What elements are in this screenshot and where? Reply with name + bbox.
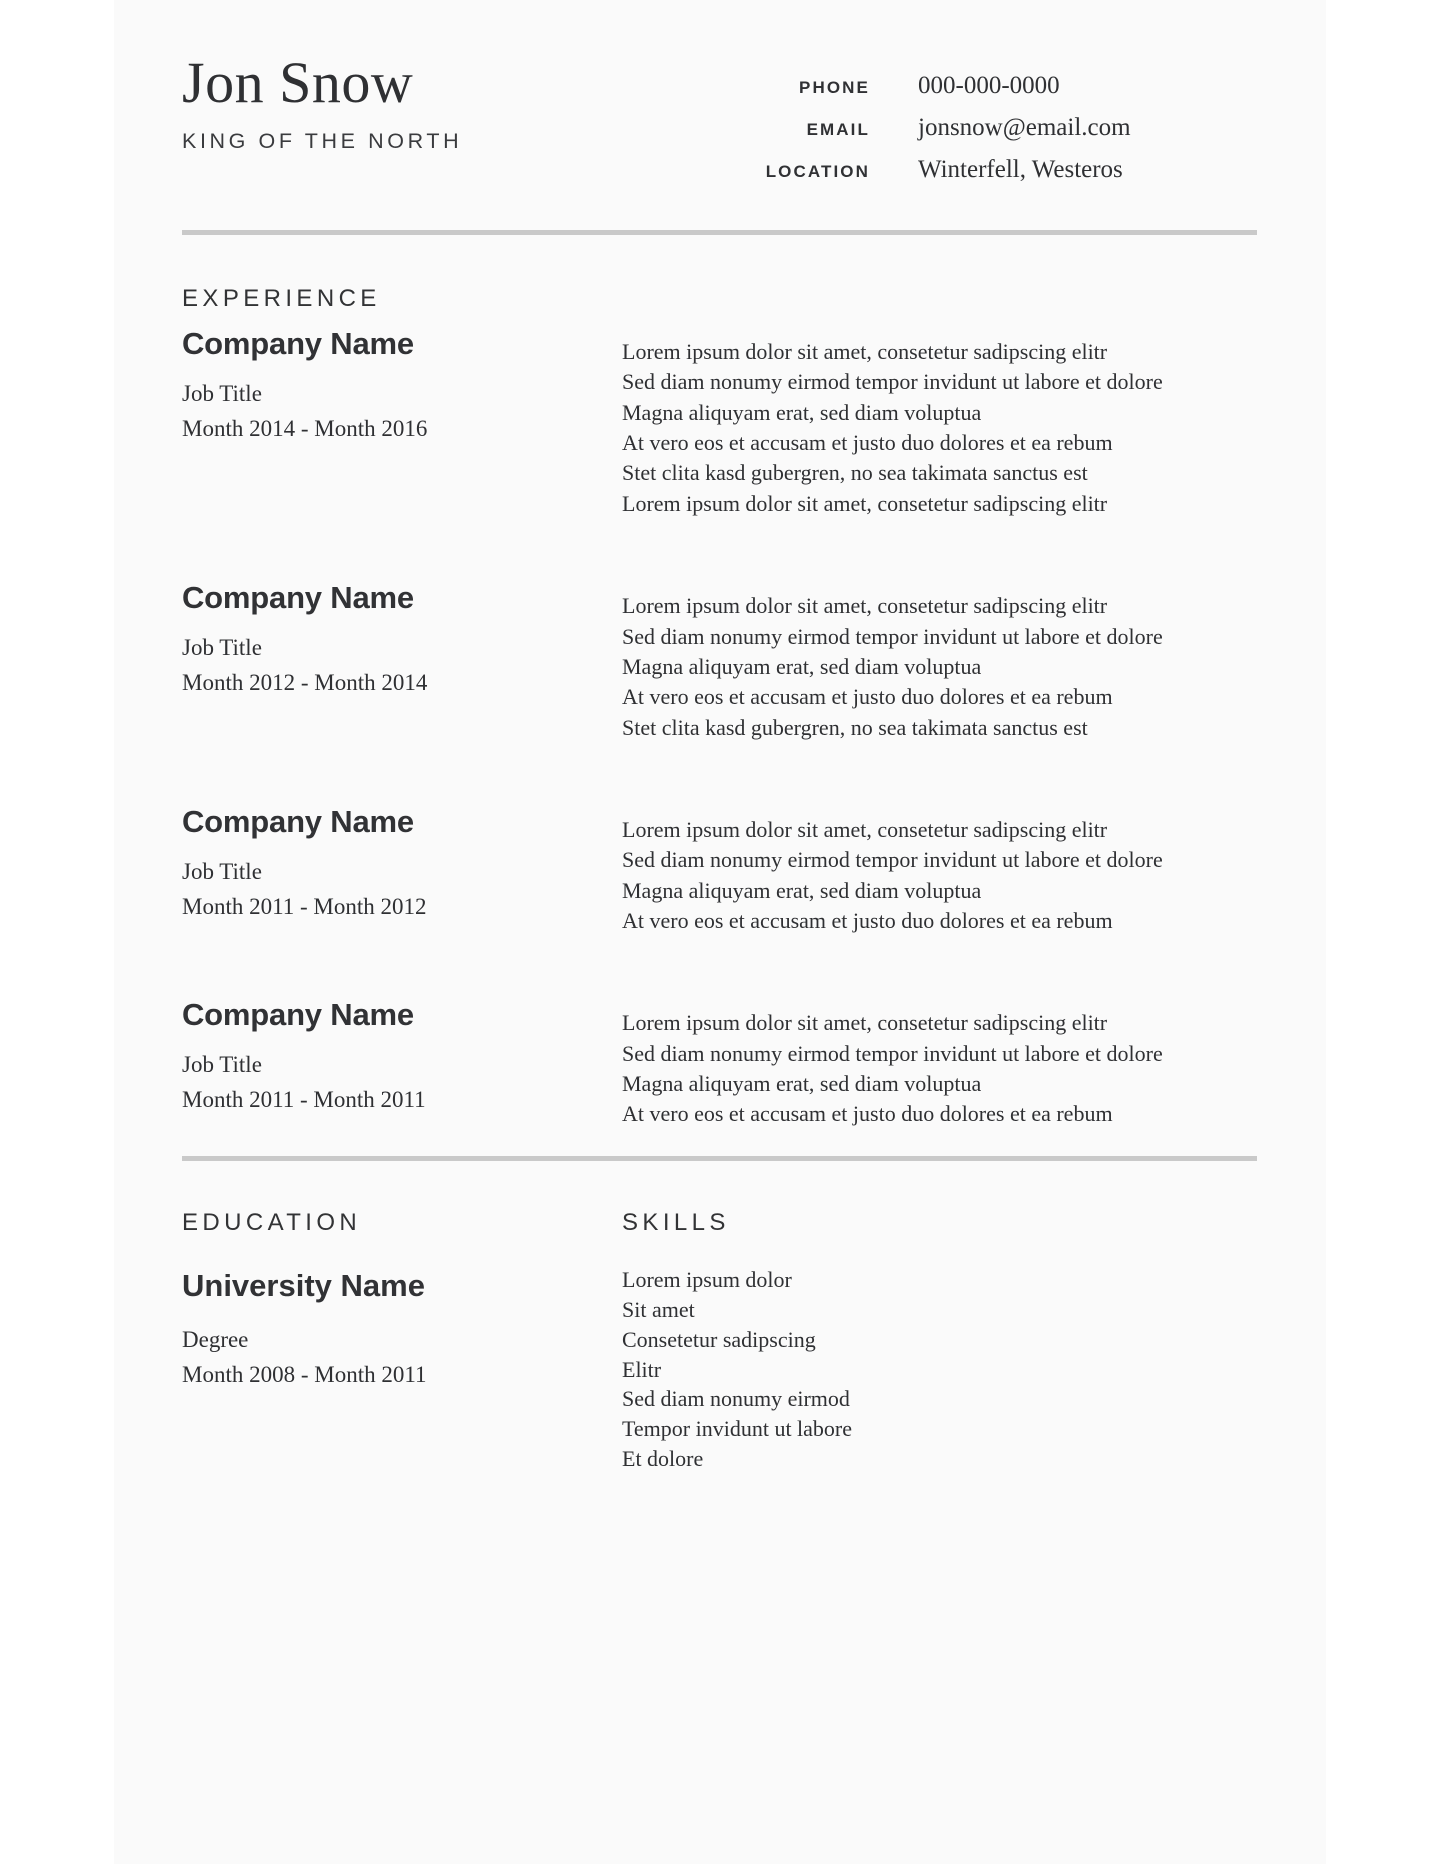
description-line: Magna aliquyam erat, sed diam voluptua	[622, 877, 982, 903]
experience-entry-left	[182, 327, 622, 447]
description-line: At vero eos et accusam et justo duo dolores et ea rebum	[622, 684, 1113, 710]
candidate-tagline: KING OF THE NORTH	[182, 128, 463, 153]
experience-description	[622, 581, 1257, 743]
bottom-sections	[182, 1209, 1257, 1474]
job-dates: Month 2014 - Month 2016	[182, 416, 428, 442]
experience-meta	[182, 631, 622, 701]
skills-list	[622, 1265, 1257, 1474]
description-line: At vero eos et accusam et justo duo dolores et ea rebum	[622, 1101, 1113, 1127]
experience-meta	[182, 855, 622, 925]
description-line: Lorem ipsum dolor sit amet, consetetur sadipscing elitr	[622, 816, 1108, 842]
company-name: Company Name	[182, 326, 414, 361]
education-dates: Month 2008 - Month 2011	[182, 1361, 427, 1387]
description-line: Stet clita kasd gubergren, no sea takimata sanctus est	[622, 714, 1088, 740]
contact-label-phone: PHONE	[799, 78, 870, 97]
description-line: Lorem ipsum dolor sit amet, consetetur sadipscing elitr	[622, 1010, 1108, 1036]
experience-meta	[182, 377, 622, 447]
experience-section-title: EXPERIENCE	[182, 285, 381, 312]
experience-entry	[182, 327, 1257, 519]
skills-section-title: SKILLS	[622, 1208, 730, 1236]
experience-description	[622, 805, 1257, 936]
job-dates: Month 2012 - Month 2014	[182, 670, 428, 696]
company-name: Company Name	[182, 803, 414, 839]
contact-row-email	[742, 114, 1131, 142]
description-line: Lorem ipsum dolor sit amet, consetetur sadipscing elitr	[622, 339, 1108, 364]
skill-item: Sit amet	[622, 1296, 695, 1322]
description-line: Stet clita kasd gubergren, no sea takimata sanctus est	[622, 460, 1088, 486]
description-line: Sed diam nonumy eirmod tempor invidunt ut labore et dolore	[622, 369, 1163, 395]
job-title: Job Title	[182, 1052, 262, 1078]
job-title: Job Title	[182, 635, 262, 661]
description-line: Lorem ipsum dolor sit amet, consetetur sadipscing elitr	[622, 593, 1108, 619]
job-title: Job Title	[182, 859, 262, 885]
education-meta	[182, 1323, 622, 1393]
experience-description	[622, 327, 1257, 519]
description-line: Magna aliquyam erat, sed diam voluptua	[622, 1071, 982, 1097]
contact-row-location	[742, 156, 1131, 184]
skill-item: Consetetur sadipscing	[622, 1326, 816, 1352]
skills-section	[622, 1209, 1257, 1474]
experience-entry-left	[182, 581, 622, 701]
contact-label-email: EMAIL	[806, 120, 870, 139]
experience-entry-left	[182, 805, 622, 925]
company-name: Company Name	[182, 997, 414, 1033]
experience-entry	[182, 805, 1257, 936]
header-divider	[182, 230, 1257, 235]
contact-row-phone	[742, 72, 1131, 100]
description-line: Magna aliquyam erat, sed diam voluptua	[622, 399, 982, 425]
skill-item: Et dolore	[622, 1446, 704, 1472]
description-line: Sed diam nonumy eirmod tempor invidunt ut labore et dolore	[622, 847, 1163, 873]
description-line: Sed diam nonumy eirmod tempor invidunt ut labore et dolore	[622, 623, 1163, 649]
resume-header	[182, 0, 1257, 184]
contact-label-location: LOCATION	[765, 162, 870, 181]
experience-entry	[182, 581, 1257, 743]
description-line: At vero eos et accusam et justo duo dolores et ea rebum	[622, 908, 1113, 934]
contact-value-phone: 000-000-0000	[918, 72, 1060, 99]
identity-block	[182, 52, 742, 154]
company-name: Company Name	[182, 580, 414, 616]
skill-item: Lorem ipsum dolor	[622, 1266, 792, 1292]
job-title: Job Title	[182, 381, 262, 407]
contact-block	[742, 72, 1131, 184]
section-divider	[182, 1156, 1257, 1161]
skill-item: Tempor invidunt ut labore	[622, 1416, 853, 1442]
experience-section	[182, 285, 1257, 1130]
contact-value-email: jonsnow@email.com	[918, 114, 1131, 141]
university-name: University Name	[182, 1267, 425, 1303]
education-section-title: EDUCATION	[182, 1208, 362, 1236]
description-line: At vero eos et accusam et justo duo dolores et ea rebum	[622, 430, 1113, 456]
resume-page	[114, 0, 1326, 1864]
degree: Degree	[182, 1326, 249, 1352]
education-section	[182, 1209, 622, 1393]
skill-item: Sed diam nonumy eirmod	[622, 1386, 850, 1412]
candidate-name: Jon Snow	[182, 50, 414, 115]
job-dates: Month 2011 - Month 2011	[182, 1087, 426, 1113]
job-dates: Month 2011 - Month 2012	[182, 894, 427, 919]
description-line: Magna aliquyam erat, sed diam voluptua	[622, 653, 982, 679]
contact-value-location: Winterfell, Westeros	[918, 156, 1123, 183]
experience-entry-left	[182, 998, 622, 1118]
experience-meta	[182, 1048, 622, 1118]
description-line: Lorem ipsum dolor sit amet, consetetur sadipscing elitr	[622, 490, 1108, 516]
resume-content	[182, 0, 1257, 1474]
description-line: Sed diam nonumy eirmod tempor invidunt ut labore et dolore	[622, 1040, 1163, 1066]
experience-description	[622, 998, 1257, 1129]
skill-item: Elitr	[622, 1356, 662, 1382]
experience-entry	[182, 998, 1257, 1129]
